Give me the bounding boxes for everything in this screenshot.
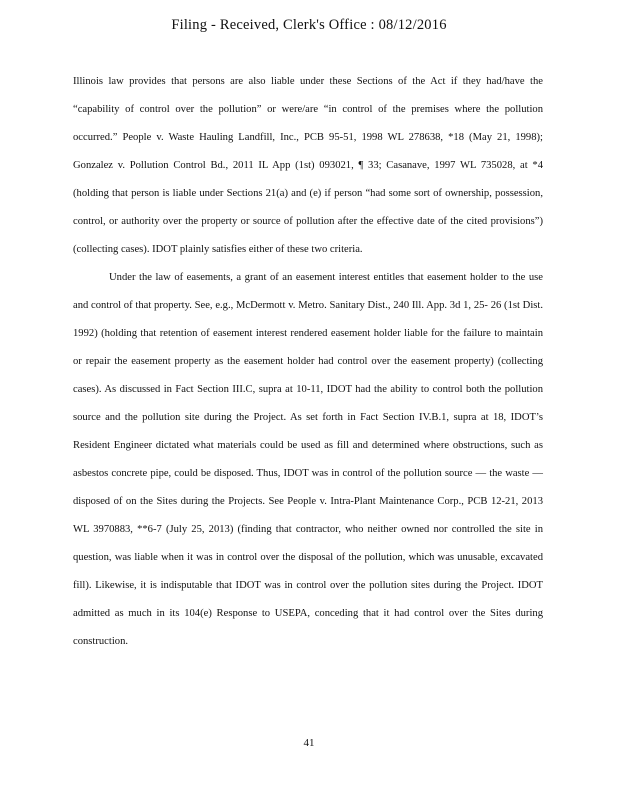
page-number: 41 — [303, 737, 315, 749]
paragraph-2: Under the law of easements, a grant of an easement interest entitles that easement holder to the use and control of that property. See, e.g., McDermott v. Metro. Sanitary Dist., 240 Ill. App. 3d 1, 25- 26 (1st Dist. 1992) (holding that retention of easement interest rendered easement holder liable for the failure to maintain or repair the easement property as the easement holder had control over the easement property) (collecting cases). As discussed in Fact Section III.C, supra at 10-11, IDOT had the ability to control both the pollution source and the pollution site during the Project. As set forth in Fact Section IV.B.1, supra at 18, IDOT’s Resident Engineer dictated what materials could be used as fill and determined where obstructions, such as asbestos concrete pipe, could be disposed. Thus, IDOT was in control of the pollution source — the waste — disposed of on the Sites during the Projects. See People v. Intra-Plant Maintenance Corp., PCB 12-21, 2013 WL 3970883, **6-7 (July 25, 2013) (finding that contractor, who neither owned nor controlled the site in question, was liable when it was in control over the disposal of the pollution, which was unusable, excavated fill). Likewise, it is indisputable that IDOT was in control over the pollution sites during the Project. IDOT admitted as much in its 104(e) Response to USEPA, conceding that it had control over the Sites during construction. — [73, 272, 543, 647]
filing-header: Filing - Received, Clerk's Office : 08/12/2016 — [171, 17, 447, 33]
body-text — [73, 68, 543, 656]
paragraph-1: Illinois law provides that persons are also liable under these Sections of the Act if they had/have the “capability of control over the pollution” or were/are “in control of the premises where the pollution occurred.” People v. Waste Hauling Landfill, Inc., PCB 95-51, 1998 WL 278638, *18 (May 21, 1998); Gonzalez v. Pollution Control Bd., 2011 IL App (1st) 093021, ¶ 33; Casanave, 1997 WL 735028, at *4 (holding that person is liable under Sections 21(a) and (e) if person “had some sort of ownership, possession, control, or authority over the property or source of pollution after the effective date of the cited provisions”) (collecting cases). IDOT plainly satisfies either of these two criteria. — [73, 76, 543, 255]
